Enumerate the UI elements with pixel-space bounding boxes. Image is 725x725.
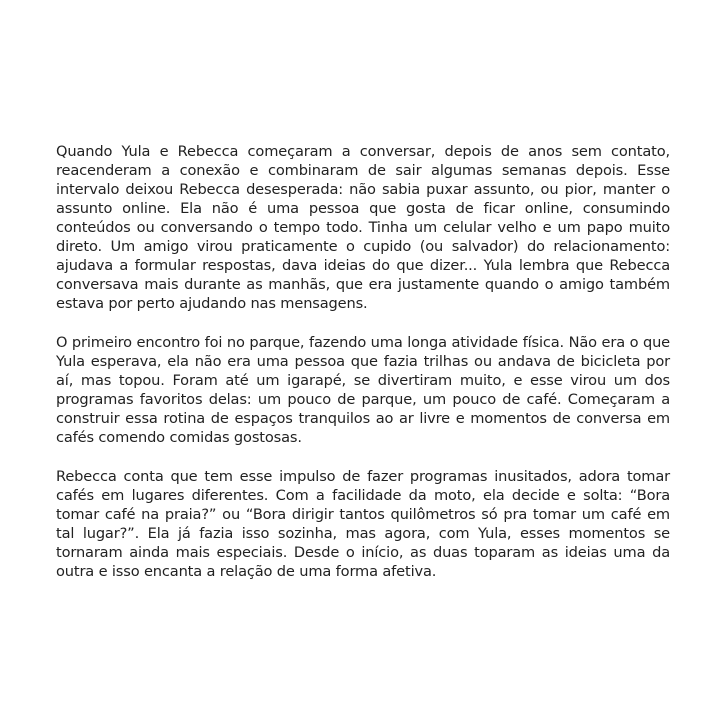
paragraph-first-contact: Quando Yula e Rebecca começaram a conversar, depois de anos sem contato, reacenderam a conexão e combinaram de sair algumas semanas depois. Esse intervalo deixou Rebecca desesperada: não sabia puxar assunto, ou pior, manter o assunto online. Ela não é uma pessoa que gosta de ficar online, consumindo conteúdos ou conversando o tempo todo. Tinha um celular velho e um papo muito direto. Um amigo virou praticamente o cupido (ou salvador) do relacionamento: ajudava a formular respostas, dava ideias do que dizer... Yula lembra que Rebecca conversava mais durante as manhãs, que era justamente quando o amigo também estava por perto ajudando nas mensagens.	[56, 143, 670, 312]
paragraph-coffee-outings: Rebecca conta que tem esse impulso de fazer programas inusitados, adora tomar cafés em lugares diferentes. Com a facilidade da moto, ela decide e solta: “Bora tomar café na praia?” ou “Bora dirigir tantos quilômetros só pra tomar um café em tal lugar?”. Ela já fazia isso sozinha, mas agora, com Yula, esses momentos se tornaram ainda mais especiais. Desde o início, as duas toparam as ideias uma da outra e isso encanta a relação de uma forma afetiva.	[56, 468, 670, 580]
article-body	[56, 142, 670, 601]
paragraph-first-date: O primeiro encontro foi no parque, fazendo uma longa atividade física. Não era o que Yula esperava, ela não era uma pessoa que fazia trilhas ou andava de bicicleta por aí, mas topou. Foram até um igarapé, se divertiram muito, e esse virou um dos programas favoritos delas: um pouco de parque, um pouco de café. Começaram a construir essa rotina de espaços tranquilos ao ar livre e momentos de conversa em cafés comendo comidas gostosas.	[56, 334, 670, 446]
